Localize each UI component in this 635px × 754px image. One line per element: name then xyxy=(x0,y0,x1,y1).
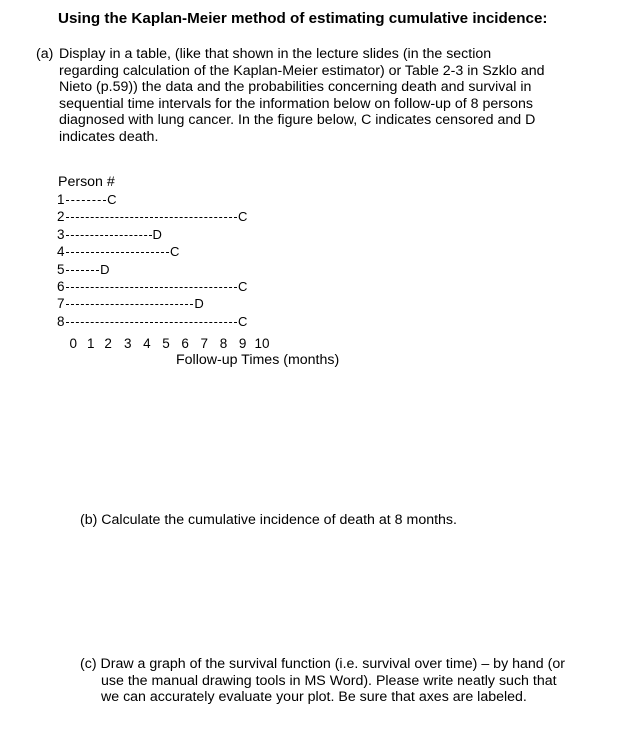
x-tick-label: 8 xyxy=(219,336,228,351)
person-number: 5 xyxy=(57,261,65,277)
death-marker: D xyxy=(100,261,110,277)
death-marker: D xyxy=(194,296,204,312)
x-tick-label: 2 xyxy=(104,336,112,351)
person-number: 1 xyxy=(57,192,65,207)
death-marker: D xyxy=(152,226,162,242)
followup-line xyxy=(66,252,169,253)
person-number: 6 xyxy=(57,279,65,294)
person-number: 3 xyxy=(57,226,65,242)
censored-marker: C xyxy=(238,279,248,294)
followup-line xyxy=(66,304,193,305)
followup-line xyxy=(66,287,237,288)
part-c-line-3: we can accurately evaluate your plot. Be sure that axes are labeled. xyxy=(101,689,527,705)
censored-marker: C xyxy=(238,313,248,329)
x-tick-label: 7 xyxy=(200,336,209,351)
followup-line xyxy=(66,217,237,218)
part-a-line-2: regarding calculation of the Kaplan-Meier estimator) or Table 2-3 in Szklo and xyxy=(59,62,545,79)
part-a-line-1: Display in a table, (like that shown in the lecture slides (in the section xyxy=(59,46,492,62)
person-number: 8 xyxy=(57,313,65,329)
x-tick-label: 5 xyxy=(162,336,170,351)
followup-line xyxy=(66,322,237,323)
x-tick-label: 3 xyxy=(123,336,132,351)
part-a-line-4: sequential time intervals for the information below on follow-up of 8 persons xyxy=(59,95,533,112)
censored-marker: C xyxy=(238,209,248,225)
person-number: 4 xyxy=(57,244,65,260)
x-tick-label: 9 xyxy=(238,336,247,351)
x-tick-label: 4 xyxy=(143,336,151,351)
part-c-line-2: use the manual drawing tools in MS Word). Please write neatly such that xyxy=(101,672,557,689)
followup-line xyxy=(66,270,99,271)
x-tick-label: 1 xyxy=(86,336,95,351)
censored-marker: C xyxy=(169,244,180,260)
followup-line xyxy=(66,235,152,236)
part-a-line-6: indicates death. xyxy=(59,128,159,145)
part-c-line-1-text: Draw a graph of the survival function (i.e. survival over time) – by hand (or xyxy=(100,656,565,672)
part-a-label: (a) xyxy=(36,46,54,62)
x-tick-label: 6 xyxy=(181,336,189,351)
followup-line xyxy=(66,200,106,201)
assignment-title: Using the Kaplan-Meier method of estimating cumulative incidence: xyxy=(58,10,548,27)
censored-marker: C xyxy=(107,192,117,207)
person-number: 2 xyxy=(57,209,65,225)
part-c-label: (c) xyxy=(80,656,97,672)
part-c-line-1 xyxy=(80,656,565,673)
person-number: 7 xyxy=(57,296,65,312)
part-a-line-3: Nieto (p.59)) the data and the probabilities concerning death and survival in xyxy=(59,79,532,95)
part-b-text: (b) Calculate the cumulative incidence of death at 8 months. xyxy=(80,512,457,528)
x-tick-label: 10 xyxy=(254,336,270,351)
figure-x-label: Follow-up Times (months) xyxy=(176,352,340,368)
figure-y-label: Person # xyxy=(58,174,115,190)
x-tick-label: 0 xyxy=(69,336,78,351)
part-a-line-5: diagnosed with lung cancer. In the figure below, C indicates censored and D xyxy=(59,112,536,128)
